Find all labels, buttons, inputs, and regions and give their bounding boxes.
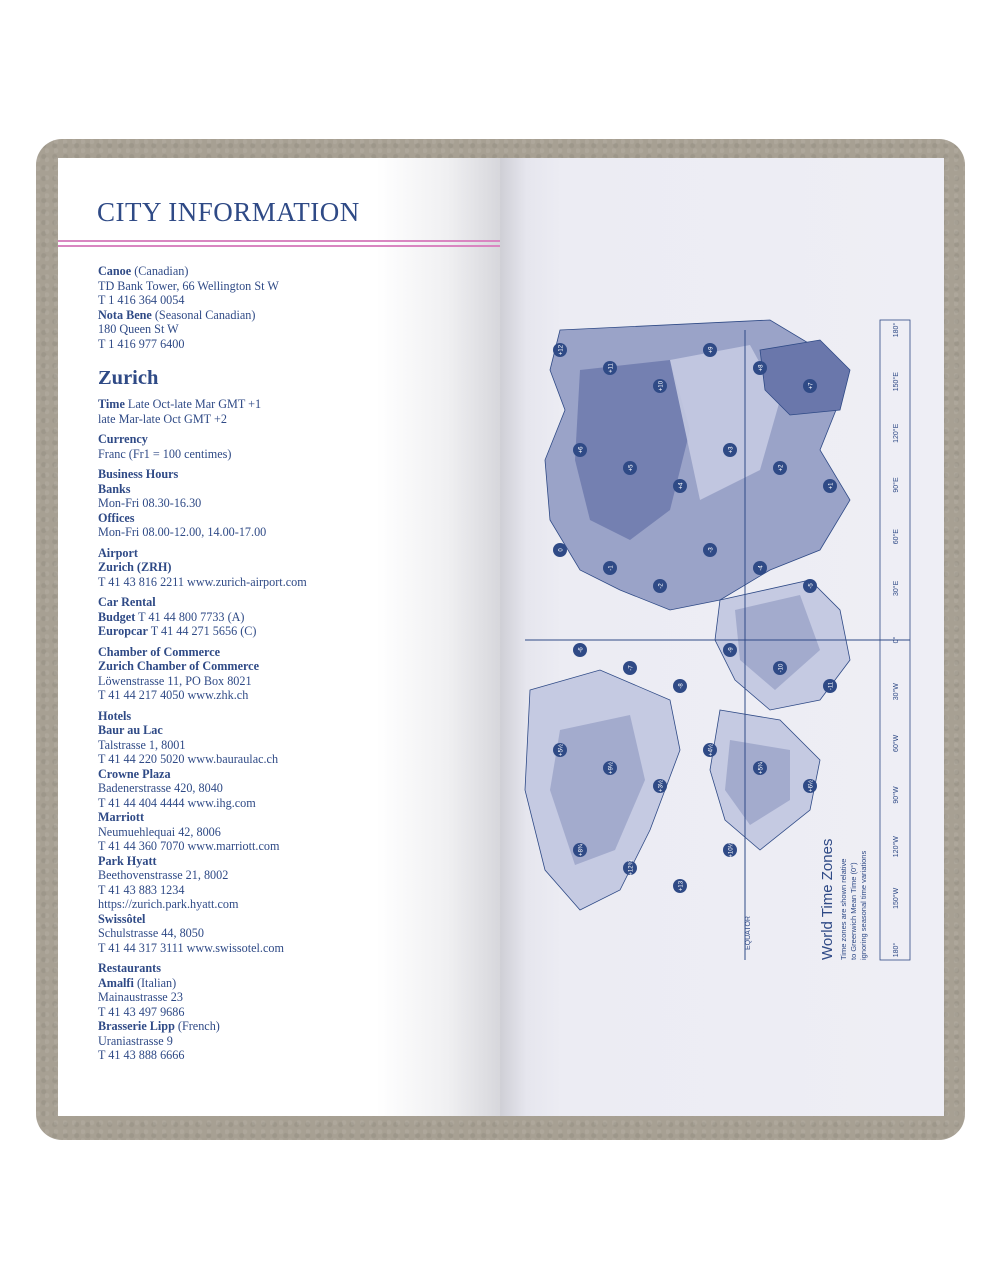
zone-marker <box>553 343 567 357</box>
zone-marker-label: -4 <box>758 565 765 571</box>
phone-line: T 1 416 364 0054 <box>98 293 185 307</box>
zone-marker-label: +5¾ <box>758 762 765 774</box>
website-line: https://zurich.park.hyatt.com <box>98 897 239 911</box>
phone-line: T 1 416 977 6400 <box>98 336 185 351</box>
phone-line: T 41 44 220 5020 www.bauraulac.ch <box>98 752 279 766</box>
longitude-label: 90°W <box>893 786 900 804</box>
address-line: Mainaustrasse 23 <box>98 990 183 1004</box>
section-label: Airport <box>98 545 138 560</box>
zone-marker-label: +12 <box>558 344 565 356</box>
hours-value: Mon-Fri 08.00-12.00, 14.00-17.00 <box>98 525 267 539</box>
zone-marker-label: +9½ <box>608 762 615 774</box>
airport-name: Zurich (ZRH) <box>98 560 172 574</box>
address-line: TD Bank Tower, 66 Wellington St W <box>98 278 279 293</box>
company-name: Europcar <box>98 624 148 638</box>
longitude-label: 150°W <box>893 887 900 909</box>
longitude-label: 0° <box>893 636 900 644</box>
zone-marker-label: +4 <box>678 482 685 490</box>
zone-marker <box>823 679 837 693</box>
longitude-label: 120°E <box>893 423 900 443</box>
longitude-label: 30°E <box>893 580 900 596</box>
restaurant-cuisine: (Italian) <box>136 975 177 990</box>
longitude-labels <box>892 323 900 958</box>
zone-marker-label: -5 <box>808 583 815 589</box>
section-label: Restaurants <box>98 961 161 975</box>
zone-marker <box>803 579 817 593</box>
zone-marker <box>723 443 737 457</box>
map-legend <box>819 839 868 960</box>
zone-marker <box>703 343 717 357</box>
phone-line: T 41 43 497 9686 <box>98 1004 185 1019</box>
city-info-text <box>98 264 488 1063</box>
chamber-name: Zurich Chamber of Commerce <box>98 659 260 673</box>
zone-marker-label: -9 <box>728 647 735 653</box>
address-line: Talstrasse 1, 8001 <box>98 737 186 752</box>
hotel-name: Swissôtel <box>98 911 146 926</box>
zone-marker <box>753 761 767 775</box>
section-label: Business Hours <box>98 467 179 481</box>
phone-line: T 41 44 317 3111 www.swissotel.com <box>98 940 284 955</box>
zone-marker-label: -8 <box>678 683 685 689</box>
phone-line: T 41 44 217 4050 www.zhk.ch <box>98 688 249 702</box>
zone-marker <box>803 379 817 393</box>
time-label: Time <box>98 397 125 411</box>
hotel-name: Baur au Lac <box>98 723 163 737</box>
zone-marker <box>653 379 667 393</box>
phone-line: T 41 43 883 1234 <box>98 882 185 897</box>
zone-marker <box>553 543 567 557</box>
zone-marker <box>803 779 817 793</box>
page-title: CITY INFORMATION <box>97 197 360 227</box>
zone-marker <box>573 843 587 857</box>
longitude-label: 180° <box>893 322 900 338</box>
time-value: Late Oct-late Mar GMT +1 <box>127 397 262 411</box>
zone-marker-label: +13 <box>678 880 685 892</box>
continents <box>525 320 850 910</box>
address-line: Neumuehlequai 42, 8006 <box>98 824 221 839</box>
zone-marker <box>603 361 617 375</box>
section-label: Car Rental <box>98 595 156 609</box>
longitude-label: 30°W <box>893 683 900 701</box>
hotel-name: Crowne Plaza <box>98 766 171 781</box>
restaurant-name: Amalfi <box>98 975 134 990</box>
currency-value: Franc (Fr1 = 100 centimes) <box>98 446 232 461</box>
longitude-label: 180° <box>893 942 900 958</box>
zone-marker-label: +3½ <box>658 780 665 792</box>
zone-marker <box>753 561 767 575</box>
zone-marker <box>623 661 637 675</box>
hotel-name: Park Hyatt <box>98 853 157 868</box>
zone-marker <box>823 479 837 493</box>
zone-marker <box>773 661 787 675</box>
city-heading: Zurich <box>98 367 159 389</box>
zone-marker-label: -11 <box>828 681 835 691</box>
zone-marker-label: +5½ <box>558 744 565 756</box>
address-line: Löwenstrasse 11, PO Box 8021 <box>98 673 252 688</box>
zone-marker <box>603 761 617 775</box>
car-rental-entry <box>98 624 488 639</box>
phone-line: T 41 44 360 7070 www.marriott.com <box>98 839 280 853</box>
zone-marker-label: +10½ <box>728 842 735 858</box>
zone-marker <box>703 743 717 757</box>
zone-marker <box>573 643 587 657</box>
zone-marker-label: -1 <box>608 565 615 571</box>
zone-marker <box>553 743 567 757</box>
time-line <box>98 397 488 412</box>
restaurant-entry <box>98 308 488 323</box>
address-line: Beethovenstrasse 21, 8002 <box>98 868 229 882</box>
restaurant-entry <box>98 264 488 279</box>
zone-marker-label: -7 <box>628 665 635 671</box>
address-line: Badenerstrasse 420, 8040 <box>98 781 223 795</box>
zone-marker-label: +8 <box>758 364 765 372</box>
equator-label: EQUATOR <box>745 916 752 950</box>
time-value: late Mar-late Oct GMT +2 <box>98 411 227 426</box>
address-line: Schulstrasse 44, 8050 <box>98 926 204 940</box>
zone-marker-label: +1 <box>828 482 835 490</box>
section-label: Hotels <box>98 708 132 723</box>
restaurant-entry <box>98 976 488 991</box>
car-rental-entry <box>98 610 488 625</box>
zone-marker-label: +4½ <box>708 744 715 756</box>
address-line: 180 Queen St W <box>98 322 179 336</box>
zone-marker <box>753 361 767 375</box>
restaurant-entry <box>98 1019 488 1034</box>
zone-marker-label: +5 <box>628 464 635 472</box>
zone-marker <box>623 461 637 475</box>
zone-marker <box>673 479 687 493</box>
zone-marker-label: +6 <box>578 446 585 454</box>
zone-marker-label: -10 <box>778 663 785 673</box>
world-time-zones-map <box>520 310 920 970</box>
map-desc-line: to Greenwich Mean Time (0°) <box>849 862 858 960</box>
sub-label: Banks <box>98 481 131 496</box>
zone-marker-label: -6 <box>578 647 585 653</box>
phone-line: T 41 44 404 4444 www.ihg.com <box>98 795 256 810</box>
restaurant-cuisine: (Seasonal Canadian) <box>154 307 256 322</box>
map-desc-line: Time zones are shown relative <box>839 858 848 960</box>
phone-line: T 41 44 800 7733 (A) <box>138 609 245 624</box>
zone-marker <box>603 561 617 575</box>
longitude-label: 90°E <box>893 477 900 493</box>
map-desc-line: ignoring seasonal time variations <box>859 850 868 960</box>
longitude-label: 120°W <box>893 836 900 858</box>
zone-marker-label: +12¾ <box>628 860 635 876</box>
sub-label: Offices <box>98 510 135 525</box>
zone-marker-label: 0 <box>558 548 565 552</box>
restaurant-name: Nota Bene <box>98 307 152 322</box>
address-line: Uraniastrasse 9 <box>98 1033 173 1048</box>
zone-marker-label: -3 <box>708 547 715 553</box>
zone-marker-label: +10 <box>658 380 665 392</box>
section-label: Chamber of Commerce <box>98 644 221 659</box>
map-title: World Time Zones <box>819 838 836 960</box>
zone-marker-label: +11 <box>608 363 615 373</box>
zone-marker <box>723 643 737 657</box>
longitude-label: 60°W <box>893 734 900 752</box>
longitude-label: 150°E <box>893 372 900 392</box>
zone-marker-label: +8¾ <box>578 844 585 856</box>
zone-marker <box>773 461 787 475</box>
zone-marker-label: +6½ <box>808 780 815 792</box>
zone-marker <box>723 842 737 857</box>
longitude-label: 60°E <box>893 529 900 545</box>
hotel-name: Marriott <box>98 810 145 824</box>
zone-marker <box>673 879 687 893</box>
zone-marker-label: +7 <box>808 382 815 390</box>
phone-line: T 41 44 271 5656 (C) <box>150 624 257 638</box>
zone-marker <box>653 779 667 793</box>
title-rule-top <box>58 240 500 242</box>
airport-contact: T 41 43 816 2211 www.zurich-airport.com <box>98 574 307 589</box>
restaurant-cuisine: (French) <box>177 1019 220 1033</box>
zone-marker <box>573 443 587 457</box>
phone-line: T 41 43 888 6666 <box>98 1048 185 1062</box>
restaurant-name: Canoe <box>98 264 132 278</box>
section-label: Currency <box>98 432 148 446</box>
hours-value: Mon-Fri 08.30-16.30 <box>98 496 202 510</box>
restaurant-cuisine: (Canadian) <box>134 264 189 278</box>
company-name: Budget <box>98 609 136 624</box>
zone-marker-label: +9 <box>708 346 715 354</box>
zone-marker <box>703 543 717 557</box>
restaurant-name: Brasserie Lipp <box>98 1019 175 1033</box>
zone-marker <box>653 579 667 593</box>
zone-marker-label: -2 <box>658 583 665 589</box>
zone-marker <box>673 679 687 693</box>
zone-marker-label: +2 <box>778 464 785 472</box>
zone-marker-label: +3 <box>728 446 735 454</box>
title-rule-bottom <box>58 245 500 247</box>
